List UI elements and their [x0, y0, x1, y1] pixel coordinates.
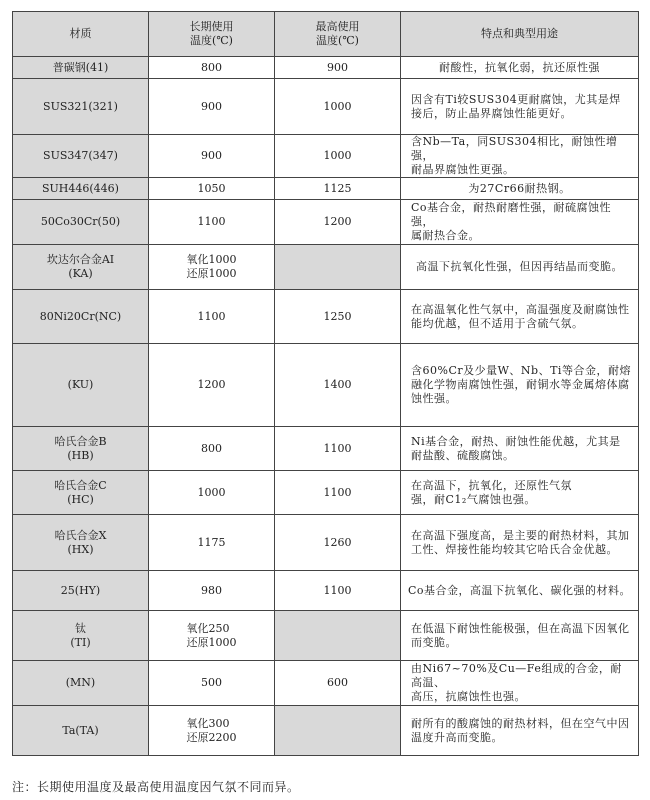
long-temp-cell-text: 1000	[197, 485, 226, 499]
long-temp-cell-text: 1050	[197, 181, 226, 195]
long-temp-cell	[149, 571, 275, 611]
header-material: 材质	[13, 12, 149, 57]
features-cell	[401, 135, 639, 178]
long-temp-cell	[149, 290, 275, 344]
features-cell	[401, 427, 639, 471]
long-temp-cell	[149, 178, 275, 200]
long-temp-cell-text: 1100	[197, 309, 226, 323]
features-cell-text: 耐酸性，抗氧化弱，抗还原性强	[439, 60, 600, 74]
max-temp-cell	[275, 344, 401, 427]
material-cell-text: 坎达尔合金AI (KA)	[46, 253, 115, 280]
long-temp-cell	[149, 57, 275, 79]
long-temp-cell-text: 氧化250 还原1000	[186, 621, 237, 649]
max-temp-cell	[275, 57, 401, 79]
max-temp-cell-text: 1100	[323, 485, 352, 499]
table-row	[13, 245, 639, 290]
features-cell-text: 因含有Ti较SUS304更耐腐蚀，尤其是焊接后，防止晶界腐蚀性能更好。	[411, 92, 621, 120]
material-cell	[13, 427, 149, 471]
long-temp-cell	[149, 79, 275, 135]
max-temp-cell-text: 600	[327, 676, 348, 689]
max-temp-cell	[275, 611, 401, 661]
max-temp-cell	[275, 471, 401, 515]
table-row	[13, 344, 639, 427]
long-temp-cell-text: 500	[201, 676, 222, 689]
long-temp-cell	[149, 706, 275, 756]
features-cell-text: 在高温氧化性气氛中，高温强度及耐腐蚀性能均优越，但不适用于含硫气氛。	[411, 302, 630, 330]
material-cell-text: SUH446(446)	[42, 181, 119, 195]
material-cell	[13, 57, 149, 79]
long-temp-cell-text: 1175	[197, 535, 226, 549]
features-cell	[401, 471, 639, 515]
long-temp-cell-text: 900	[201, 149, 222, 162]
material-cell-text: (KU)	[67, 378, 94, 391]
features-cell	[401, 515, 639, 571]
max-temp-cell-text: 1200	[323, 215, 352, 228]
features-cell-text: 在低温下耐蚀性能极强，但在高温下因氧化而变脆。	[411, 621, 630, 649]
long-temp-cell	[149, 344, 275, 427]
max-temp-cell	[275, 661, 401, 706]
table-row	[13, 706, 639, 756]
long-temp-cell	[149, 427, 275, 471]
table-row	[13, 135, 639, 178]
material-cell	[13, 706, 149, 756]
features-cell-text: Co基合金，高温下抗氧化、碳化强的材料。	[407, 583, 632, 597]
features-cell	[401, 661, 639, 706]
materials-table	[12, 11, 639, 756]
material-cell-text: 哈氏合金X (HX)	[54, 528, 107, 556]
max-temp-cell	[275, 706, 401, 756]
table-row	[13, 515, 639, 571]
max-temp-cell-text: 1260	[323, 535, 352, 549]
material-cell	[13, 515, 149, 571]
material-cell-text: SUS321(321)	[43, 99, 118, 113]
long-temp-cell-text: 800	[201, 60, 222, 74]
table-row	[13, 471, 639, 515]
features-cell	[401, 611, 639, 661]
long-temp-cell	[149, 135, 275, 178]
features-cell	[401, 571, 639, 611]
features-cell	[401, 178, 639, 200]
material-cell	[13, 471, 149, 515]
features-cell-text: 高温下抗氧化性强，但因再结晶而变脆。	[416, 260, 623, 273]
table-row	[13, 427, 639, 471]
max-temp-cell-text: 900	[327, 60, 348, 74]
long-temp-cell-text: 980	[201, 583, 222, 597]
max-temp-cell-text: 1100	[323, 441, 352, 455]
max-temp-cell	[275, 178, 401, 200]
features-cell-text: 含Nb—Ta，同SUS304相比，耐蚀性增强， 耐晶界腐蚀性更强。	[411, 135, 618, 176]
long-temp-cell-text: 1200	[197, 378, 226, 391]
max-temp-cell	[275, 245, 401, 290]
max-temp-cell	[275, 515, 401, 571]
table-row	[13, 200, 639, 245]
material-cell	[13, 290, 149, 344]
material-cell-text: 哈氏合金C (HC)	[54, 478, 107, 506]
long-temp-cell	[149, 611, 275, 661]
features-cell-text: 在高温下强度高，是主要的耐热材料，其加工性、焊接性能均较其它哈氏合金优越。	[411, 528, 630, 556]
material-cell	[13, 200, 149, 245]
long-temp-cell-text: 900	[201, 99, 222, 113]
long-temp-cell-text: 1100	[197, 215, 226, 228]
features-cell	[401, 290, 639, 344]
features-cell	[401, 245, 639, 290]
table-row	[13, 290, 639, 344]
material-cell-text: Ta(TA)	[62, 723, 99, 737]
features-cell	[401, 344, 639, 427]
max-temp-cell-text: 1250	[323, 309, 352, 323]
features-cell-text: 耐所有的酸腐蚀的耐热材料，但在空气中因温度升高而变脆。	[411, 716, 630, 744]
max-temp-cell-text: 1400	[323, 378, 352, 391]
table-row	[13, 661, 639, 706]
material-cell-text: 钛 (TI)	[70, 621, 91, 649]
max-temp-cell	[275, 79, 401, 135]
material-cell	[13, 571, 149, 611]
material-cell	[13, 135, 149, 178]
material-cell-text: SUS347(347)	[43, 149, 118, 162]
long-temp-cell-text: 氧化300 还原2200	[186, 716, 237, 744]
header-max-temp: 最高使用 温度(℃)	[275, 12, 401, 57]
material-cell-text: (MN)	[65, 676, 96, 689]
max-temp-cell	[275, 571, 401, 611]
table-row	[13, 178, 639, 200]
max-temp-cell-text: 1000	[323, 149, 352, 162]
features-cell	[401, 57, 639, 79]
table-note: 注：长期使用温度及最高使用温度因气氛不同而异。	[12, 780, 300, 794]
max-temp-cell-text: 1100	[323, 583, 352, 597]
material-cell	[13, 344, 149, 427]
table-row	[13, 79, 639, 135]
max-temp-cell-text: 1125	[323, 181, 352, 195]
max-temp-cell	[275, 200, 401, 245]
features-cell	[401, 79, 639, 135]
long-temp-cell	[149, 661, 275, 706]
material-cell-text: 25(HY)	[60, 583, 101, 597]
max-temp-cell	[275, 290, 401, 344]
features-cell-text: 在高温下，抗氧化，还原性气氛 强，耐C1₂气腐蚀也强。	[411, 478, 572, 506]
material-cell	[13, 661, 149, 706]
material-cell-text: 80Ni20Cr(NC)	[39, 309, 122, 323]
material-cell	[13, 178, 149, 200]
features-cell-text: 由Ni67~70%及Cu—Fe组成的合金，耐高温、 高压，抗腐蚀性也强。	[411, 662, 622, 703]
table-row	[13, 57, 639, 79]
material-cell	[13, 79, 149, 135]
material-cell-text: 50Co30Cr(50)	[40, 215, 121, 228]
header-features: 特点和典型用途	[401, 12, 639, 57]
max-temp-cell	[275, 135, 401, 178]
material-cell-text: 普碳钢(41)	[52, 60, 109, 74]
material-cell-text: 哈氏合金B (HB)	[54, 434, 107, 462]
features-cell	[401, 706, 639, 756]
long-temp-cell	[149, 515, 275, 571]
features-cell-text: 为27Cr66耐热钢。	[468, 181, 571, 195]
table-row	[13, 571, 639, 611]
features-cell-text: Ni基合金，耐热、耐蚀性能优越，尤其是 耐盐酸、硫酸腐蚀。	[411, 434, 621, 462]
material-cell	[13, 611, 149, 661]
long-temp-cell	[149, 245, 275, 290]
table-row	[13, 611, 639, 661]
long-temp-cell	[149, 200, 275, 245]
features-cell-text: Co基合金，耐热耐磨性强，耐硫腐蚀性强， 属耐热合金。	[411, 201, 612, 242]
long-temp-cell-text: 氧化1000 还原1000	[186, 253, 237, 280]
features-cell-text: 含60%Cr及少量W、Nb、Ti等合金，耐熔融化学物南腐蚀性强，耐铜水等金属熔体腐蚀性强。	[411, 364, 631, 405]
long-temp-cell-text: 800	[201, 441, 222, 455]
long-temp-cell	[149, 471, 275, 515]
max-temp-cell	[275, 427, 401, 471]
header-long-temp: 长期使用 温度(℃)	[149, 12, 275, 57]
header-row	[13, 12, 639, 57]
max-temp-cell-text: 1000	[323, 99, 352, 113]
material-cell	[13, 245, 149, 290]
features-cell	[401, 200, 639, 245]
